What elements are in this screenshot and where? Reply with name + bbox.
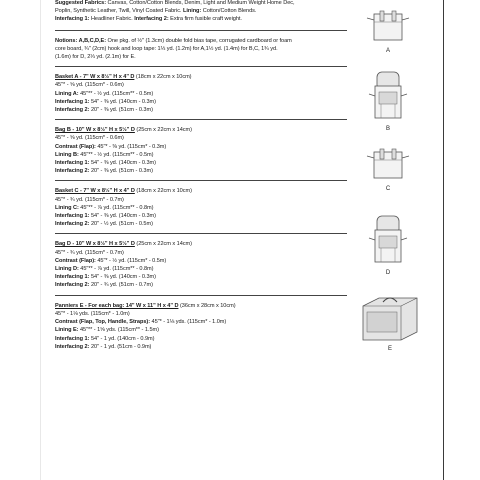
section-divider bbox=[55, 233, 347, 234]
yardage-row: Interfacing 2: 20" - ⅜ yd. (51cm - 0.3m) bbox=[55, 107, 153, 114]
pannier-illustration-icon bbox=[359, 292, 421, 342]
yardage-row: Interfacing 1: 54" - ⅜ yd. (140cm - 0.3m) bbox=[55, 98, 156, 105]
section-title: Bag D - 10" W x 8½" H x 5½" D (25cm x 22cm x 14cm) bbox=[55, 241, 192, 248]
section-divider bbox=[55, 30, 347, 31]
bag-illustration-icon bbox=[363, 70, 413, 122]
figure-view-d bbox=[358, 214, 418, 277]
yardage-sections bbox=[55, 73, 347, 351]
figure-label: D bbox=[385, 270, 391, 276]
fabrics-line-2: Poplin, Synthetic Leather, Twill, Vinyl Coated Fabric. Lining: Cotton/Cotton Blends. bbox=[55, 8, 257, 15]
yardage-row: 45"* - ¾ yd. (115cm* - 0.7m) bbox=[55, 196, 124, 203]
figure-view-c bbox=[358, 146, 418, 193]
bag-illustration-icon bbox=[363, 214, 413, 266]
section-title: Basket A - 7" W x 8½" H x 4" D (18cm x 22cm x 10cm) bbox=[55, 74, 192, 81]
yardage-row: 45"* - 1⅛ yds. (115cm* - 1.0m) bbox=[55, 310, 130, 317]
section-divider bbox=[55, 180, 347, 181]
yardage-row: Contrast (Flap): 45"* - ⅜ yd. (115cm* - 0.3m) bbox=[55, 143, 167, 150]
yardage-row: Contrast (Flap): 45"* - ½ yd. (115cm* - 0.5m) bbox=[55, 257, 167, 264]
figure-view-b bbox=[358, 70, 418, 133]
section-divider bbox=[55, 295, 347, 296]
section-title: Basket C - 7" W x 8½" H x 4" D (18cm x 22cm x 10cm) bbox=[55, 188, 192, 195]
yardage-row: Lining C: 45"** - ⅞ yd. (115cm** - 0.8m) bbox=[55, 204, 154, 211]
yardage-row: Interfacing 2: 20" - 1 yd. (51cm - 0.9m) bbox=[55, 343, 152, 350]
yardage-row: Interfacing 2: 20" - ½ yd. (51cm - 0.5m) bbox=[55, 221, 153, 228]
section-divider bbox=[55, 66, 347, 67]
yardage-row: 45"* - ¾ yd. (115cm* - 0.7m) bbox=[55, 249, 124, 256]
yardage-row: 45"* - ⅝ yd. (115cm* - 0.6m) bbox=[55, 135, 124, 142]
yardage-row: Interfacing 2: 20" - ¾ yd. (51cm - 0.7m) bbox=[55, 282, 153, 289]
yardage-row: Lining A: 45"** - ½ yd. (115cm** - 0.5m) bbox=[55, 90, 154, 97]
page-right-border bbox=[443, 0, 444, 480]
fabrics-line-3: Interfacing 1: Headliner Fabric. Interfacing 2: Extra firm fusible craft weight. bbox=[55, 16, 242, 23]
yardage-row: Lining E: 45"** - 1⅝ yds. (115cm** - 1.5m) bbox=[55, 327, 159, 334]
basket-illustration-icon bbox=[363, 146, 413, 182]
section-title: Bag B - 10" W x 8½" H x 5½" D (25cm x 22cm x 14cm) bbox=[55, 127, 192, 134]
yardage-row: Lining B: 45"** - ½ yd. (115cm** - 0.5m) bbox=[55, 151, 154, 158]
figure-label: B bbox=[385, 126, 390, 132]
notions-line-1: Notions: A,B,C,D,E: One pkg. of ½" (1.3cm) double fold bias tape, corrugated cardboard or foam bbox=[55, 37, 292, 44]
yardage-row: Lining D: 45"** - ⅞ yd. (115cm** - 0.8m) bbox=[55, 266, 154, 273]
figure-label: A bbox=[385, 48, 390, 54]
section-divider bbox=[55, 119, 347, 120]
fabrics-line-1: Suggested Fabrics: Canvas, Cotton/Cotton Blends, Denim, Light and Medium Weight Home Dec, bbox=[55, 0, 295, 6]
figure-label: C bbox=[385, 186, 391, 192]
yardage-row: Interfacing 1: 54" - 1 yd. (140cm - 0.9m) bbox=[55, 335, 155, 342]
yardage-row: Interfacing 1: 54" - ⅜ yd. (140cm - 0.3m) bbox=[55, 160, 156, 167]
yardage-text-column bbox=[55, 0, 347, 351]
section-title: Panniers E - For each bag: 14" W x 11" H x 4" D (36cm x 28cm x 10cm) bbox=[55, 302, 236, 309]
yardage-row: Contrast (Flap, Top, Handle, Straps): 45"* - 1⅛ yds. (115cm* - 1.0m) bbox=[55, 319, 227, 326]
notions-line-3: (1.6m) for D, 2⅓ yd. (2.1m) for E. bbox=[55, 54, 136, 61]
page-left-edge bbox=[40, 0, 41, 480]
notions-line-2: core board, ¾" (2cm) hook and loop tape: 1⅓ yd. (1.2m) for A,1½ yd. (1.4m) for B,C, 1¾ yd. bbox=[55, 45, 278, 52]
yardage-row: 45"* - ⅝ yd. (115cm* - 0.6m) bbox=[55, 82, 124, 89]
yardage-row: Interfacing 1: 54" - ⅜ yd. (140cm - 0.3m) bbox=[55, 213, 156, 220]
figure-view-e bbox=[354, 292, 426, 353]
figure-label: E bbox=[387, 346, 392, 352]
basket-illustration-icon bbox=[363, 8, 413, 44]
yardage-row: Interfacing 1: 54" - ⅜ yd. (140cm - 0.3m) bbox=[55, 274, 156, 281]
yardage-row: Interfacing 2: 20" - ⅜ yd. (51cm - 0.3m) bbox=[55, 168, 153, 175]
figure-view-a bbox=[358, 8, 418, 55]
